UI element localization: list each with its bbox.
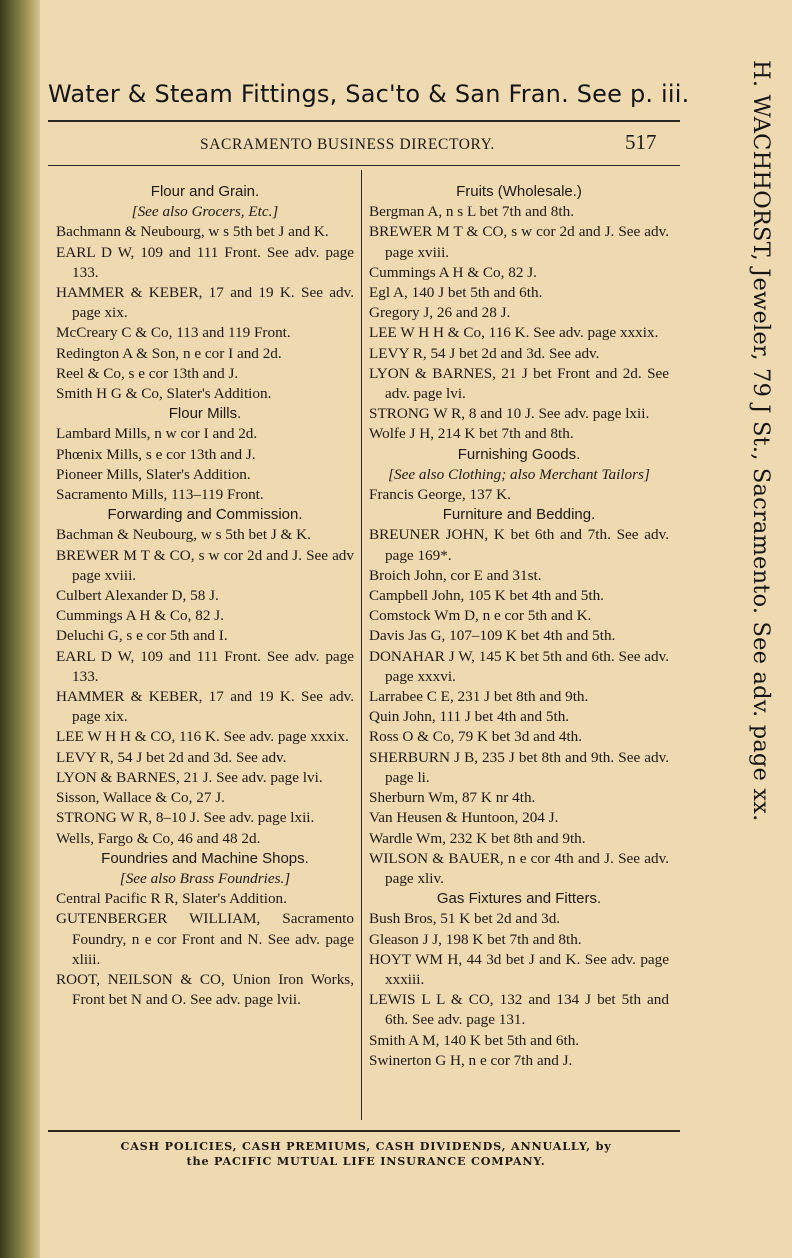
section-heading: Foundries and Machine Shops. — [101, 849, 309, 867]
directory-entry: Cummings A H & Co, 82 J. — [369, 263, 537, 281]
directory-entry: ROOT, NEILSON & CO, Union Iron Works, Front bet N and O. See adv. page lvii. — [56, 970, 354, 1009]
directory-entry: BREWER M T & CO, s w cor 2d and J. See adv. page xviii. — [369, 223, 669, 261]
directory-entry: McCreary C & Co, 113 and 119 Front. — [56, 324, 291, 342]
directory-entry: Phœnix Mills, s e cor 13th and J. — [56, 445, 256, 463]
book-spine-shadow — [0, 0, 40, 1258]
directory-entry: LYON & BARNES, 21 J. See adv. page lvi. — [56, 768, 323, 786]
directory-entry: Campbell John, 105 K bet 4th and 5th. — [369, 587, 604, 605]
section-heading: Flour and Grain. — [150, 183, 260, 200]
footer-rule — [48, 1130, 680, 1132]
directory-entry: DONAHAR J W, 145 K bet 5th and 6th. See adv. page xxxvi. — [369, 647, 669, 685]
directory-entry: BREWER M T & CO, s w cor 2d and J. See adv page xviii. — [56, 546, 354, 584]
directory-entry: Pioneer Mills, Slater's Addition. — [56, 465, 251, 483]
directory-entry: Culbert Alexander D, 58 J. — [56, 587, 219, 605]
directory-entry: BREUNER JOHN, K bet 6th and 7th. See adv. page 169*. — [369, 526, 669, 564]
directory-entry: Wolfe J H, 214 K bet 7th and 8th. — [369, 425, 574, 443]
side-advertisement — [738, 60, 778, 1060]
directory-entry: EARL D W, 109 and 111 Front. See adv. page 133. — [56, 243, 354, 281]
footer-line-2: the PACIFIC MUTUAL LIFE INSURANCE COMPANY. — [186, 1154, 546, 1168]
directory-entry: LEWIS L L & CO, 132 and 134 J bet 5th and 6th. See adv. page 131. — [369, 991, 669, 1029]
directory-entry: EARL D W, 109 and 111 Front. See adv. page 133. — [56, 647, 354, 685]
section-heading: Furnishing Goods. — [457, 445, 581, 463]
directory-entry: SHERBURN J B, 235 J bet 8th and 9th. See adv. page li. — [369, 748, 669, 786]
directory-entry: LEVY R, 54 J bet 2d and 3d. See adv. — [369, 344, 600, 362]
column-divider — [361, 170, 362, 1120]
directory-entry: Broich John, cor E and 31st. — [369, 566, 542, 584]
directory-entry: GUTENBERGER WILLIAM, Sacramento Foundry, n e cor Front and N. See adv. page xliii. — [56, 910, 354, 968]
header-top-rule — [48, 120, 680, 122]
directory-entry: WILSON & BAUER, n e cor 4th and J. See adv. page xliv. — [369, 849, 669, 887]
right-column — [369, 182, 669, 1071]
directory-entry: STRONG W R, 8–10 J. See adv. page lxii. — [56, 809, 315, 827]
footer-advertisement — [56, 1139, 676, 1169]
directory-entry: Deluchi G, s e cor 5th and I. — [56, 627, 228, 645]
directory-entry: Gleason J J, 198 K bet 7th and 8th. — [369, 930, 582, 948]
page-number: 517 — [625, 130, 657, 154]
side-advertisement-text: H. WACHHORST, Jeweler, 79 J St., Sacramento. See adv. page xx. — [748, 60, 774, 822]
section-heading: Fruits (Wholesale.) — [456, 183, 582, 200]
cross-reference-note: [See also Grocers, Etc.] — [131, 203, 279, 221]
directory-entry: Davis Jas G, 107–109 K bet 4th and 5th. — [369, 627, 616, 645]
directory-entry: LYON & BARNES, 21 J bet Front and 2d. See adv. page lvi. — [369, 364, 669, 403]
section-heading: Flour Mills. — [168, 405, 242, 423]
directory-entry: LEE W H H & CO, 116 K. See adv. page xxxix. — [56, 728, 349, 746]
directory-entry: Comstock Wm D, n e cor 5th and K. — [369, 607, 592, 625]
cross-reference-note: [See also Brass Foundries.] — [119, 869, 291, 887]
directory-entry: Smith H G & Co, Slater's Addition. — [56, 385, 272, 403]
directory-entry: Quin John, 111 J bet 4th and 5th. — [369, 708, 570, 726]
directory-entry: LEVY R, 54 J bet 2d and 3d. See adv. — [56, 748, 287, 766]
directory-entry: Francis George, 137 K. — [369, 486, 511, 504]
directory-entry: STRONG W R, 8 and 10 J. See adv. page lxii. — [369, 405, 650, 423]
header-bottom-rule — [48, 165, 680, 166]
directory-entry: Sacramento Mills, 113–119 Front. — [56, 486, 264, 504]
directory-entry: HOYT WM H, 44 3d bet J and K. See adv. page xxxiii. — [369, 950, 669, 988]
directory-entry: Bergman A, n s L bet 7th and 8th. — [369, 203, 575, 221]
section-heading: Furniture and Bedding. — [442, 506, 596, 524]
directory-entry: HAMMER & KEBER, 17 and 19 K. See adv. page xix. — [56, 284, 354, 322]
directory-entry: Cummings A H & Co, 82 J. — [56, 607, 224, 625]
top-advertisement: Water & Steam Fittings, Sac'to & San Fran. See p. iii. — [48, 80, 690, 108]
directory-entry: LEE W H H & Co, 116 K. See adv. page xxxix. — [369, 324, 659, 342]
directory-entry: Egl A, 140 J bet 5th and 6th. — [369, 284, 543, 302]
left-column — [56, 182, 354, 1010]
directory-entry: Lambard Mills, n w cor I and 2d. — [56, 425, 258, 443]
directory-entry: Gregory J, 26 and 28 J. — [369, 304, 511, 322]
directory-entry: Reel & Co, s e cor 13th and J. — [56, 364, 239, 382]
footer-line-1: CASH POLICIES, CASH PREMIUMS, CASH DIVIDENDS, ANNUALLY, by — [120, 1139, 612, 1153]
directory-entry: Smith A M, 140 K bet 5th and 6th. — [369, 1031, 580, 1049]
directory-entry: Bachman & Neubourg, w s 5th bet J & K. — [56, 526, 311, 544]
section-heading: Gas Fixtures and Fitters. — [436, 890, 602, 908]
directory-entry: Ross O & Co, 79 K bet 3d and 4th. — [369, 728, 583, 746]
directory-entry: Wardle Wm, 232 K bet 8th and 9th. — [369, 829, 586, 847]
directory-entry: HAMMER & KEBER, 17 and 19 K. See adv. page xix. — [56, 688, 354, 726]
directory-entry: Van Heusen & Huntoon, 204 J. — [369, 809, 559, 827]
directory-entry: Bush Bros, 51 K bet 2d and 3d. — [369, 910, 561, 928]
section-heading: Forwarding and Commission. — [107, 506, 303, 524]
directory-entry: Wells, Fargo & Co, 46 and 48 2d. — [56, 829, 261, 847]
directory-entry: Redington A & Son, n e cor I and 2d. — [56, 344, 282, 362]
cross-reference-note: [See also Clothing; also Merchant Tailors] — [388, 465, 650, 483]
directory-entry: Sherburn Wm, 87 K nr 4th. — [369, 789, 536, 807]
running-header-title: SACRAMENTO BUSINESS DIRECTORY. — [200, 136, 495, 153]
directory-entry: Larrabee C E, 231 J bet 8th and 9th. — [369, 688, 589, 706]
directory-entry: Sisson, Wallace & Co, 27 J. — [56, 789, 225, 807]
directory-entry: Central Pacific R R, Slater's Addition. — [56, 890, 287, 908]
directory-entry: Swinerton G H, n e cor 7th and J. — [369, 1051, 573, 1069]
directory-entry: Bachmann & Neubourg, w s 5th bet J and K. — [56, 223, 329, 241]
